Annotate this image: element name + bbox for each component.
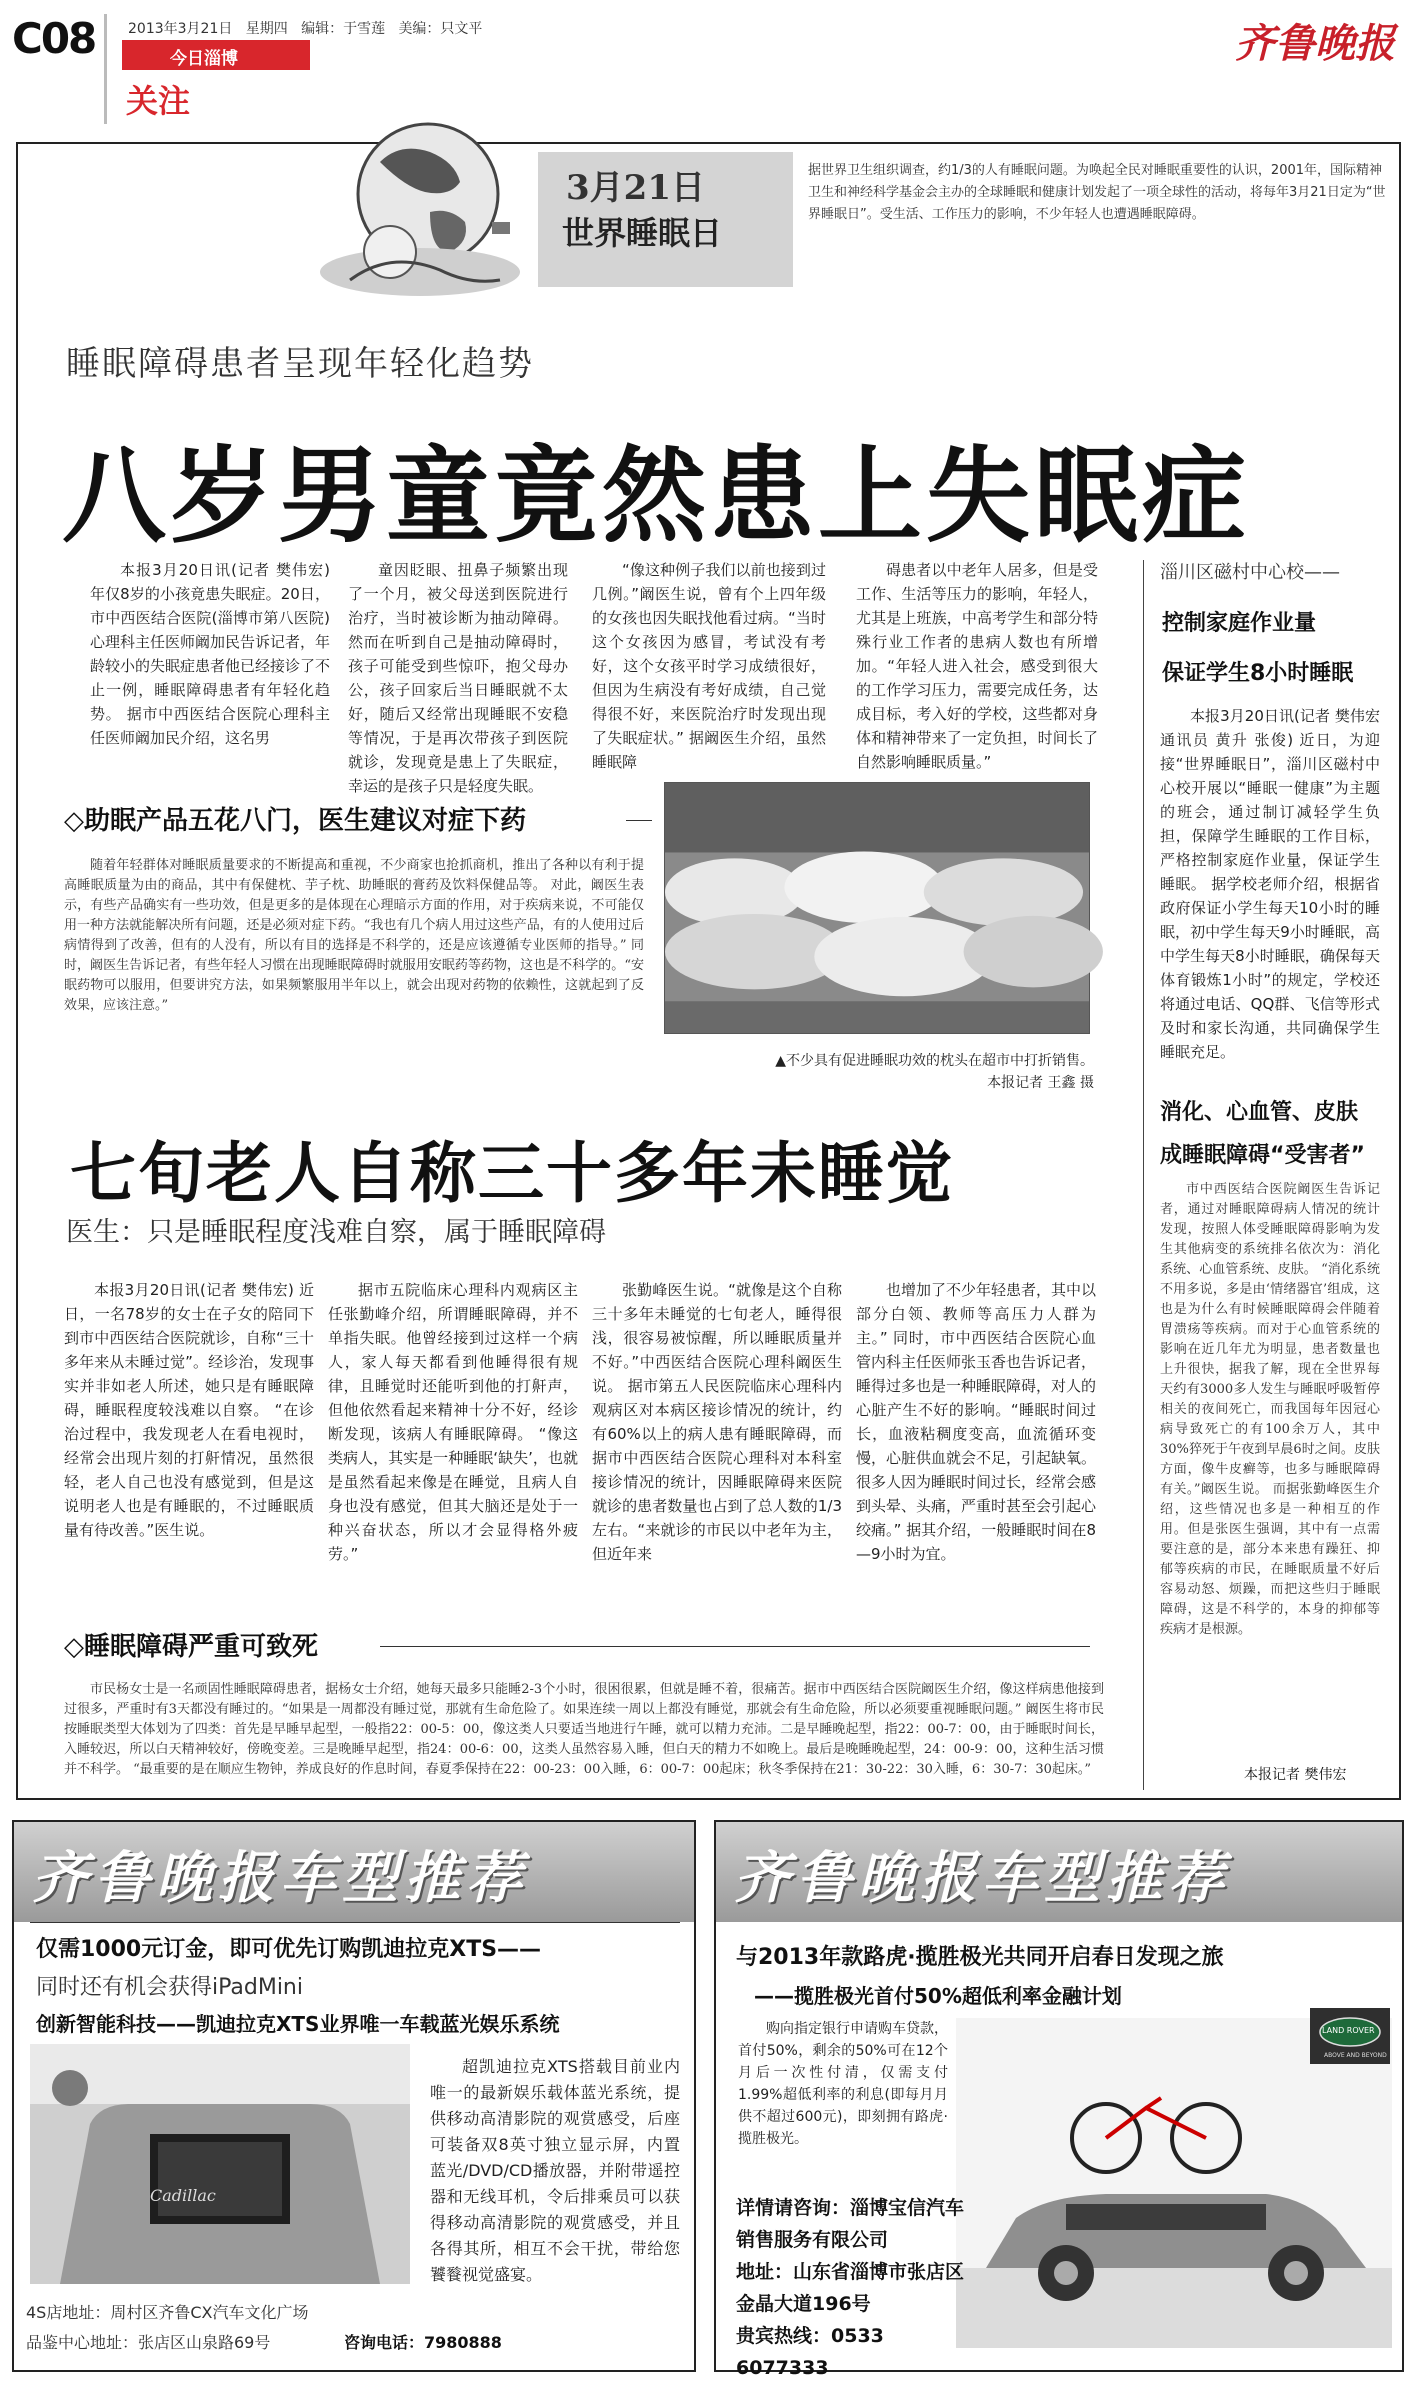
ad-cadillac-sub2: 创新智能科技——凯迪拉克XTS业界唯一车载蓝光娱乐系统 [36, 2012, 560, 2036]
sleeping-baby-globe-illustration [310, 112, 530, 302]
article2-col1 [64, 1278, 314, 1608]
photo-caption: ▲不少具有促进睡眠功效的枕头在超市中打折销售。 [775, 1053, 1094, 1069]
range-rover-photo [956, 2018, 1392, 2348]
article1-subtitle: 睡眠障碍患者呈现年轻化趋势 [66, 344, 534, 384]
article2-col3-text: 张勤峰医生说。“就像是这个自称三十多年未睡觉的七旬老人，睡得很浅，很容易被惊醒，所以睡眠质量并不好。”中西医结合医院心理科阚医生说。 据市第五人民医院临床心理科内观病区对本病区接诊情况的统计，约有60%以上的病人患有睡眠障碍，而据市中西医结合医院心理科对本科室接诊情况的统计，因睡眠障碍来医院就诊的患者数量也占到了总人数的1/3左右。“来就诊的市民以中老年为主，但近年来 [592, 1281, 842, 1563]
cadillac-photo-caption: Cadillac [150, 2186, 216, 2205]
sidebar-title-3: 消化、心血管、皮肤 [1160, 1100, 1359, 1125]
designer-credit: 美编：只文平 [398, 21, 483, 37]
article2-subtitle: 医生：只是睡眠程度浅难自察，属于睡眠障碍 [66, 1217, 606, 1248]
sidebar-article1 [1160, 704, 1380, 1082]
ad-cadillac-banner-text: 齐鲁晚报车型推荐 [32, 1845, 528, 1911]
sidebar-article2-text: 市中西医结合医院阚医生告诉记者，通过对睡眠障碍病人情况的统计发现，按照人体受睡眠障碍影响为发生其他病变的系统排名依次为：消化系统、心血管系统、皮肤。 “消化系统不用多说，多是由‘情绪器官’组成，这也是为什么有时候睡眠障碍会伴随着胃溃疡等疾病。而对于心血管系统的影响在近几年尤为明显，患者数量也上升很快，据我了解，现在全世界每天约有3000多人发生与睡眠呼吸暂停相关的夜间死亡，而我国每年因冠心病导致死亡的有100余万人，其中30%猝死于午夜到早晨6时之间。皮肤方面，像牛皮癣等，也多与睡眠障碍有关。”阚医生说。 而据张勤峰医生介绍，这些情况也多是一种相互的作用。但是张医生强调，其中有一点需要注意的是，部分本来患有躁狂、抑郁等疾病的市民，在睡眠质量不好后容易动怒、烦躁，而把这些归于睡眠障碍，这是不科学的，本身的抑郁等疾病才是根源。 [1160, 1182, 1380, 1637]
article1-headline: 八岁男童竟然患上失眠症 [62, 435, 1251, 557]
ad-landrover-contact2: 地址：山东省淄博市张店区金晶大道196号 [736, 2261, 965, 2315]
ad-cadillac-address1: 4S店地址：周村区齐鲁CX汽车文化广场 [26, 2303, 309, 2322]
article2-col2-text: 据市五院临床心理科内观病区主任张勤峰介绍，所谓睡眠障碍，并不单指失眠。他曾经接到过这样一个病人，家人每天都看到他睡得很有规律，且睡觉时还能听到他的打鼾声，但他依然看起来精神十分不好，经诊断发现，该病人有睡眠障碍。 “像这类病人，其实是一种睡眠‘缺失’，也就是虽然看起来像是在睡觉，且病人自身也没有感觉，但其大脑还是处于一种兴奋状态，所以才会显得格外疲劳。” [328, 1281, 578, 1563]
photo-credit: 本报记者 王鑫 摄 [987, 1075, 1094, 1091]
serious-section-body [64, 1680, 1104, 1792]
ad-cadillac-body-text: 超凯迪拉克XTS搭载目前业内唯一的最新娱乐载体蓝光系统，提供移动高清影院的观赏感受，后座可装备双8英寸独立显示屏，内置蓝光/DVD/CD播放器，并附带遥控器和无线耳机，令后排乘员可以获得移动高清影院的观赏感受，并且各得其所，相互不会干扰，带给您饕餮视觉盛宴。 [430, 2057, 680, 2284]
pillow-shelf-photo [664, 782, 1090, 1034]
feature-name: 世界睡眠日 [562, 214, 723, 252]
article1-col4 [856, 558, 1098, 771]
article2-col1-text: 本报3月20日讯(记者 樊伟宏) 近日，一名78岁的女士在子女的陪同下到市中西医结合医院就诊，自称“三十多年来从未睡过觉”。经诊治，发现事实并非如老人所述，她只是有睡眠障碍，睡眠程度较浅难以自察。 “在诊治过程中，我发现老人在看电视时，经常会出现片刻的打鼾情况，虽然很轻，老人自己也没有感觉到，但是这说明老人也是有睡眠的，不过睡眠质量有待改善。”医生说。 [64, 1281, 314, 1539]
article2-col3 [592, 1278, 842, 1608]
ad-landrover-contact [736, 2192, 966, 2384]
ad-cadillac [12, 1820, 696, 2372]
ad-cadillac-headline: 仅需1000元订金，即可优先订购凯迪拉克XTS—— [36, 1937, 542, 1962]
ad-landrover-body [738, 2018, 948, 2148]
ad-cadillac-rule [30, 1922, 680, 1923]
landrover-logo-text: LAND ROVER [1322, 2026, 1375, 2035]
feature-intro: 据世界卫生组织调查，约1/3的人有睡眠问题。为唤起全民对睡眠重要性的认识，2001年，国际精神卫生和神经科学基金会主办的全球睡眠和健康计划发起了一项全球性的活动，将每年3月21日定为“世界睡眠日”。受生活、工作压力的影响，不少年轻人也遭遇睡眠障碍。 [808, 163, 1386, 222]
drugs-section-heading: ◇助眠产品五花八门，医生建议对症下药 [64, 806, 526, 836]
sidebar-title-1: 控制家庭作业量 [1162, 611, 1317, 636]
article2-col2 [328, 1278, 578, 1608]
landrover-logo-sub: ABOVE AND BEYOND [1324, 2052, 1387, 2059]
ad-landrover-contact3: 贵宾热线：0533 6077333 [736, 2325, 884, 2379]
article1-col1-text: 本报3月20日讯(记者 樊伟宏) 年仅8岁的小孩竟患失眠症。20日，市中西医结合医院(淄博市第八医院)心理科主任医师阚加民告诉记者，年龄较小的失眠症患者他已经接诊了不止一例，睡眠障碍患者有年轻化趋势。 据市中西医结合医院心理科主任医师阚加民介绍，这名男 [90, 561, 331, 747]
ad-landrover-headline: 与2013年款路虎·揽胜极光共同开启春日发现之旅 [736, 1945, 1224, 1970]
ad-cadillac-phone: 咨询电话：7980888 [344, 2333, 502, 2352]
sidebar-kicker: 淄川区磁村中心校—— [1160, 562, 1340, 583]
sidebar-title-2: 保证学生8小时睡眠 [1162, 661, 1354, 686]
sidebar-divider [1143, 560, 1144, 1790]
drugs-heading-rule [626, 820, 652, 821]
article1-col1 [90, 558, 330, 768]
article1-col2 [348, 558, 568, 795]
feature-date: 3月21日 [566, 168, 705, 208]
ad-landrover [714, 1820, 1404, 2379]
issue-weekday: 星期四 [245, 21, 288, 37]
page-number: C08 [12, 14, 96, 63]
ad-cadillac-body [430, 2054, 680, 2294]
article1-col3-text: “像这种例子我们以前也接到过几例。”阚医生说，曾有个上四年级的女孩也因失眠找他看过病。“当时这个女孩因为感冒，考试没有考好，这个女孩平时学习成绩很好，但因为生病没有考好成绩，自己觉得很不好，来医院治疗时发现出现了失眠症状。” 据阚医生介绍，虽然睡眠障 [592, 561, 826, 771]
sidebar-article2 [1160, 1180, 1380, 1760]
article2-headline: 七旬老人自称三十多年未睡觉 [70, 1135, 954, 1212]
article1-col3 [592, 558, 826, 771]
article2-col4 [856, 1278, 1096, 1608]
ad-landrover-banner-text: 齐鲁晚报车型推荐 [734, 1845, 1230, 1911]
newspaper-logo: 齐鲁晚报 [1235, 20, 1395, 67]
ad-cadillac-sub1: 同时还有机会获得iPadMini [36, 1975, 303, 2000]
section-label: 今日淄博 [122, 40, 310, 70]
header-meta [128, 18, 482, 38]
ad-cadillac-address2: 品鉴中心地址：张店区山泉路69号 [26, 2333, 271, 2352]
header-divider [104, 14, 107, 124]
sidebar-byline: 本报记者 樊伟宏 [1244, 1767, 1347, 1783]
ad-landrover-contact1: 详情请咨询：淄博宝信汽车销售服务有限公司 [736, 2197, 965, 2251]
ad-cadillac-banner [14, 1822, 694, 1922]
ad-landrover-sub: ——揽胜极光首付50%超低利率金融计划 [754, 1984, 1122, 2008]
editor-credit: 编辑：于雪莲 [301, 21, 386, 37]
drugs-section-body [64, 856, 644, 1076]
cadillac-interior-photo [30, 2044, 410, 2284]
article1-col2-text: 童因眨眼、扭鼻子频繁出现了一个月，被父母送到医院进行治疗，当时被诊断为抽动障碍。然而在听到自己是抽动障碍时，孩子可能受到些惊吓，抱父母办公，孩子回家后当日睡眠就不太好，随后又经常出现睡眠不安稳等情况，于是再次带孩子到医院就诊，发现竟是患上了失眠症，幸运的是孩子只是轻度失眠。 [348, 561, 568, 795]
issue-date: 2013年3月21日 [128, 21, 233, 37]
serious-section-text: 市民杨女士是一名顽固性睡眠障碍患者，据杨女士介绍，她每天最多只能睡2-3个小时，很困很累，但就是睡不着，很痛苦。据市中西医结合医院阚医生介绍，像这样病患他接到过很多，严重时有3天都没有睡过的。“如果是一周都没有睡过觉，那就有生命危险了。如果连续一周以上都没有睡觉，那就会有生命危险，所以必须要重视睡眠问题。” 阚医生将市民按睡眠类型大体划为了四类：首先是早睡早起型，一般指22：00-5：00，像这类人只要适当地进行午睡，就可以精力充沛。二是早睡晚起型，指22：00-7：00，由于睡眠时间长，入睡较迟，所以白天精神较好，傍晚变差。三是晚睡早起型，指24：00-6：00，这类人虽然容易入睡，但白天的精力不如晚上。最后是晚睡晚起型，24：00-9：00，这种生活习惯并不科学。 “最重要的是在顺应生物钟，养成良好的作息时间，春夏季保持在22：00-23：00入睡，6：00-7：00起床；秋冬季保持在21：30-22：30入睡，6：30-7：30起床。” [64, 1682, 1104, 1777]
serious-heading-rule [380, 1646, 1090, 1647]
article1-col4-text: 碍患者以中老年人居多，但是受工作、生活等压力的影响，年轻人，尤其是上班族，中高考学生和部分特殊行业工作者的患病人数也有所增加。“年轻人进入社会，感受到很大的工作学习压力，需要完成任务，达成目标，考入好的学校，这些都对身体和精神带来了一定负担，时间长了自然影响睡眠质量。” [856, 561, 1098, 771]
article2-col4-text: 也增加了不少年轻患者，其中以部分白领、教师等高压力人群为主。” 同时，市中西医结合医院心血管内科主任医师张玉香也告诉记者，睡得过多也是一种睡眠障碍，对人的心脏产生不好的影响。“睡眠时间过长，血液粘稠度变高，血流循环变慢，心脏供血就会不足，引起缺氧。很多人因为睡眠时间过长，经常会感到头晕、头痛，严重时甚至会引起心绞痛。” 据其介绍，一般睡眠时间在8—9小时为宜。 [856, 1281, 1097, 1563]
ad-landrover-body-text: 购向指定银行申请购车贷款，首付50%，剩余的50%可在12个月后一次性付清，仅需支付1.99%超低利率的利息(即每月月供不超过600元)，即刻拥有路虎·揽胜极光。 [738, 2021, 948, 2147]
column-title: 关注 [126, 82, 191, 120]
sidebar-article1-text: 本报3月20日讯(记者 樊伟宏 通讯员 黄升 张俊) 近日，为迎接“世界睡眠日”，淄川区磁村中心校开展以“睡眠一健康”为主题的班会，通过制订减轻学生负担，保障学生睡眠的工作目标，严格控制家庭作业量，保证学生睡眠。 据学校老师介绍，根据省政府保证小学生每天10小时的睡眠，初中学生每天9小时睡眠，高中学生每天8小时睡眠，确保每天体育锻炼1小时”的规定，学校还将通过电话、QQ群、飞信等形式及时和家长沟通，共同确保学生睡眠充足。 [1160, 707, 1380, 1061]
drugs-section-text: 随着年轻群体对睡眠质量要求的不断提高和重视，不少商家也抢抓商机，推出了各种以有利于提高睡眠质量为由的商品，其中有保健枕、芋子枕、助睡眠的膏药及饮料保健品等。 对此，阚医生表示，有些产品确实有一些功效，但是更多的是体现在心理暗示方面的作用，对于疾病来说，不可能仅用一种方法就能解决所有问题，还是必须对症下药。“我也有几个病人用过这些产品，有的人使用过后病情得到了改善，但有的人没有，所以有目的选择是不科学的，还是应该遵循专业医师的指导。” 同时，阚医生告诉记者，有些年轻人习惯在出现睡眠障碍时就服用安眠药等药物，这也是不科学的。“安眠药物可以服用，但要讲究方法，如果频繁服用半年以上，就会出现对药物的依赖性，这就起到了反效果，应该注意。” [64, 858, 644, 1013]
serious-section-heading: ◇睡眠障碍严重可致死 [64, 1632, 318, 1662]
ad-landrover-banner [716, 1822, 1402, 1922]
photo-caption-block [664, 1050, 1094, 1094]
sidebar-title-4: 成睡眠障碍“受害者” [1160, 1143, 1365, 1168]
